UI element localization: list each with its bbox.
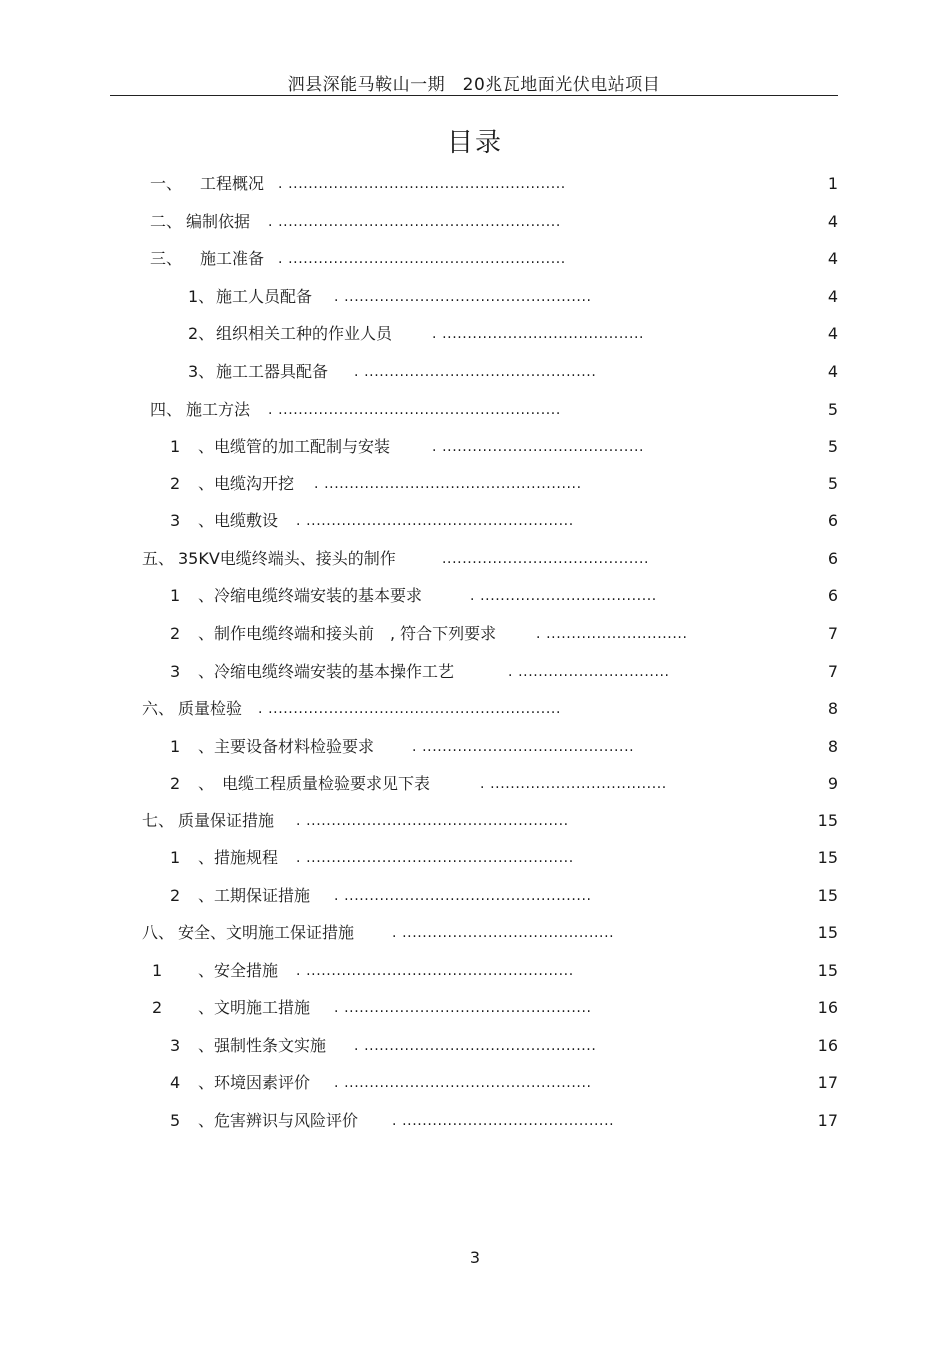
- toc-entry-page: 15: [817, 848, 838, 867]
- toc-entry-page: 4: [827, 249, 838, 268]
- toc-entry[interactable]: [0, 846, 950, 870]
- toc-entry-number: 2: [170, 886, 181, 905]
- toc-entry-leader: . ..........................................: [392, 1113, 615, 1129]
- toc-entry[interactable]: [0, 809, 950, 833]
- toc-entry[interactable]: [0, 210, 950, 234]
- toc-entry-leader: . .......................................................: [278, 176, 566, 192]
- toc-entry-text: 、冷缩电缆终端安装的基本要求: [198, 586, 423, 605]
- page-number: 3: [469, 1248, 481, 1267]
- toc-entry-number: 2、: [188, 324, 215, 343]
- toc-entry-text: 、危害辨识与风险评价: [198, 1111, 359, 1130]
- toc-entry[interactable]: [0, 584, 950, 608]
- toc-entry-page: 15: [817, 886, 838, 905]
- toc-entry-page: 8: [827, 699, 838, 718]
- toc-entry-page: 15: [817, 811, 838, 830]
- toc-entry-leader: . ..........................................................: [258, 701, 562, 717]
- toc-entry-number: 2: [170, 624, 181, 643]
- toc-entry-page: 4: [827, 287, 838, 306]
- toc-entry-number: 5: [170, 1111, 181, 1130]
- toc-entry-text: 、安全措施: [198, 961, 279, 980]
- toc-entry-text: 质量保证措施: [178, 811, 275, 830]
- toc-entry-number: 2: [170, 774, 181, 793]
- toc-entry[interactable]: [0, 884, 950, 908]
- toc-entry-leader: . .................................................: [334, 1000, 592, 1016]
- toc-entry[interactable]: [0, 435, 950, 459]
- toc-entry-leader: . .....................................................: [296, 850, 574, 866]
- toc-entry[interactable]: [0, 547, 950, 571]
- toc-entry[interactable]: [0, 1071, 950, 1095]
- toc-entry-leader: . ..............................................: [354, 1038, 597, 1054]
- toc-entry-text: 、电缆敷设: [198, 511, 279, 530]
- toc-entry-number: 3、: [188, 362, 215, 381]
- toc-entry-leader: . .....................................................: [296, 513, 574, 529]
- toc-entry-page: 5: [827, 400, 838, 419]
- toc-entry-number: 2: [152, 998, 163, 1017]
- toc-entry-text: 编制依据: [186, 212, 251, 231]
- toc-entry-leader: . ...................................: [470, 588, 657, 604]
- toc-entry-number: 五、: [142, 549, 175, 568]
- toc-entry-leader: . ...................................................: [314, 476, 582, 492]
- toc-entry-number: 八、: [142, 923, 175, 942]
- toc-entry[interactable]: [0, 1034, 950, 1058]
- toc-entry[interactable]: [0, 509, 950, 533]
- toc-entry-number: 3: [170, 1036, 181, 1055]
- toc-entry-page: 4: [827, 212, 838, 231]
- toc-entry-text: 、电缆管的加工配制与安装: [198, 437, 391, 456]
- toc-entry-text: 施工方法: [186, 400, 251, 419]
- toc-entry-leader: . ............................: [536, 626, 688, 642]
- toc-entry-text: 组织相关工种的作业人员: [216, 324, 393, 343]
- toc-entry-text: 、电缆沟开挖: [198, 474, 295, 493]
- toc-entry-leader: . ..............................................: [354, 364, 597, 380]
- toc-entry-page: 5: [827, 474, 838, 493]
- toc-entry-text: 、工期保证措施: [198, 886, 311, 905]
- toc-entry-page: 9: [827, 774, 838, 793]
- toc-entry-text: 、冷缩电缆终端安装的基本操作工艺: [198, 662, 455, 681]
- toc-entry[interactable]: [0, 322, 950, 346]
- toc-entry-page: 16: [817, 1036, 838, 1055]
- toc-entry-leader: . .....................................................: [296, 963, 574, 979]
- toc-entry-number: 三、: [150, 249, 183, 268]
- toc-entry-leader: . ...................................: [480, 776, 667, 792]
- toc-entry-number: 2: [170, 474, 181, 493]
- toc-entry-text: 、环境因素评价: [198, 1073, 311, 1092]
- toc-entry[interactable]: [0, 172, 950, 196]
- toc-entry-text: 、文明施工措施: [198, 998, 311, 1017]
- toc-entry-page: 6: [827, 586, 838, 605]
- toc-entry-text: 35KV电缆终端头、接头的制作: [178, 549, 396, 568]
- page-header: 泗县深能马鞍山一期 20兆瓦地面光伏电站项目: [287, 75, 661, 95]
- toc-entry-text: 、 电缆工程质量检验要求见下表: [198, 774, 431, 793]
- toc-entry-page: 17: [817, 1073, 838, 1092]
- toc-entry-text: 、措施规程: [198, 848, 279, 867]
- toc-entry-page: 15: [817, 961, 838, 980]
- toc-entry-leader: . ........................................................: [268, 214, 561, 230]
- toc-entry-text: 安全、文明施工保证措施: [178, 923, 355, 942]
- toc-entry-page: 4: [827, 362, 838, 381]
- toc-entry-number: 七、: [142, 811, 175, 830]
- toc-entry-text: 、主要设备材料检验要求: [198, 737, 375, 756]
- toc-entry[interactable]: [0, 360, 950, 384]
- toc-entry[interactable]: [0, 921, 950, 945]
- toc-entry[interactable]: [0, 772, 950, 796]
- toc-entry[interactable]: [0, 735, 950, 759]
- toc-entry[interactable]: [0, 247, 950, 271]
- toc-entry-text: 施工工器具配备: [216, 362, 329, 381]
- toc-entry-leader: . .................................................: [334, 1075, 592, 1091]
- toc-entry-number: 3: [170, 662, 181, 681]
- toc-entry-page: 16: [817, 998, 838, 1017]
- toc-entry-text: 工程概况: [200, 174, 265, 193]
- toc-entry-number: 四、: [150, 400, 183, 419]
- toc-entry-number: 1: [170, 848, 181, 867]
- toc-entry-leader: . .......................................................: [278, 251, 566, 267]
- toc-entry-number: 1: [170, 437, 181, 456]
- toc-title: 目录: [446, 128, 503, 158]
- toc-entry-number: 1: [170, 737, 181, 756]
- toc-entry[interactable]: [0, 622, 950, 646]
- toc-entry-number: 六、: [142, 699, 175, 718]
- toc-entry-leader: . ........................................................: [268, 402, 561, 418]
- toc-entry-leader: .........................................: [442, 551, 650, 567]
- toc-entry[interactable]: [0, 959, 950, 983]
- toc-entry[interactable]: [0, 996, 950, 1020]
- toc-entry-page: 17: [817, 1111, 838, 1130]
- toc-entry[interactable]: [0, 472, 950, 496]
- toc-entry-number: 二、: [150, 212, 183, 231]
- toc-entry-page: 6: [827, 511, 838, 530]
- toc-entry[interactable]: [0, 285, 950, 309]
- header-rule: [110, 95, 838, 96]
- toc-entry-page: 8: [827, 737, 838, 756]
- toc-entry-page: 1: [827, 174, 838, 193]
- toc-entry-page: 4: [827, 324, 838, 343]
- toc-entry-leader: . ........................................: [432, 439, 645, 455]
- toc-entry-number: 4: [170, 1073, 181, 1092]
- toc-entry[interactable]: [0, 1109, 950, 1133]
- toc-entry-leader: . ....................................................: [296, 813, 569, 829]
- toc-entry-page: 6: [827, 549, 838, 568]
- toc-entry[interactable]: [0, 398, 950, 422]
- toc-entry-leader: . ..........................................: [392, 925, 615, 941]
- toc-entry-page: 5: [827, 437, 838, 456]
- toc-entry-number: 1、: [188, 287, 215, 306]
- toc-entry-number: 1: [152, 961, 163, 980]
- toc-entry-leader: . ........................................: [432, 326, 645, 342]
- toc-entry-text: 质量检验: [178, 699, 243, 718]
- toc-entry-text: 施工准备: [200, 249, 265, 268]
- toc-entry-number: 一、: [150, 174, 183, 193]
- toc-entry-page: 7: [827, 624, 838, 643]
- toc-entry-page: 7: [827, 662, 838, 681]
- toc-entry-leader: . ..............................: [508, 664, 670, 680]
- toc-entry-page: 15: [817, 923, 838, 942]
- toc-entry[interactable]: [0, 660, 950, 684]
- toc-entry-text: 施工人员配备: [216, 287, 313, 306]
- toc-entry-number: 3: [170, 511, 181, 530]
- toc-entry-text: 、制作电缆终端和接头前 , 符合下列要求: [198, 624, 497, 643]
- toc-entry-leader: . .................................................: [334, 888, 592, 904]
- toc-entry-leader: . ..........................................: [412, 739, 635, 755]
- toc-entry-number: 1: [170, 586, 181, 605]
- toc-entry-leader: . .................................................: [334, 289, 592, 305]
- toc-entry-text: 、强制性条文实施: [198, 1036, 327, 1055]
- toc-entry[interactable]: [0, 697, 950, 721]
